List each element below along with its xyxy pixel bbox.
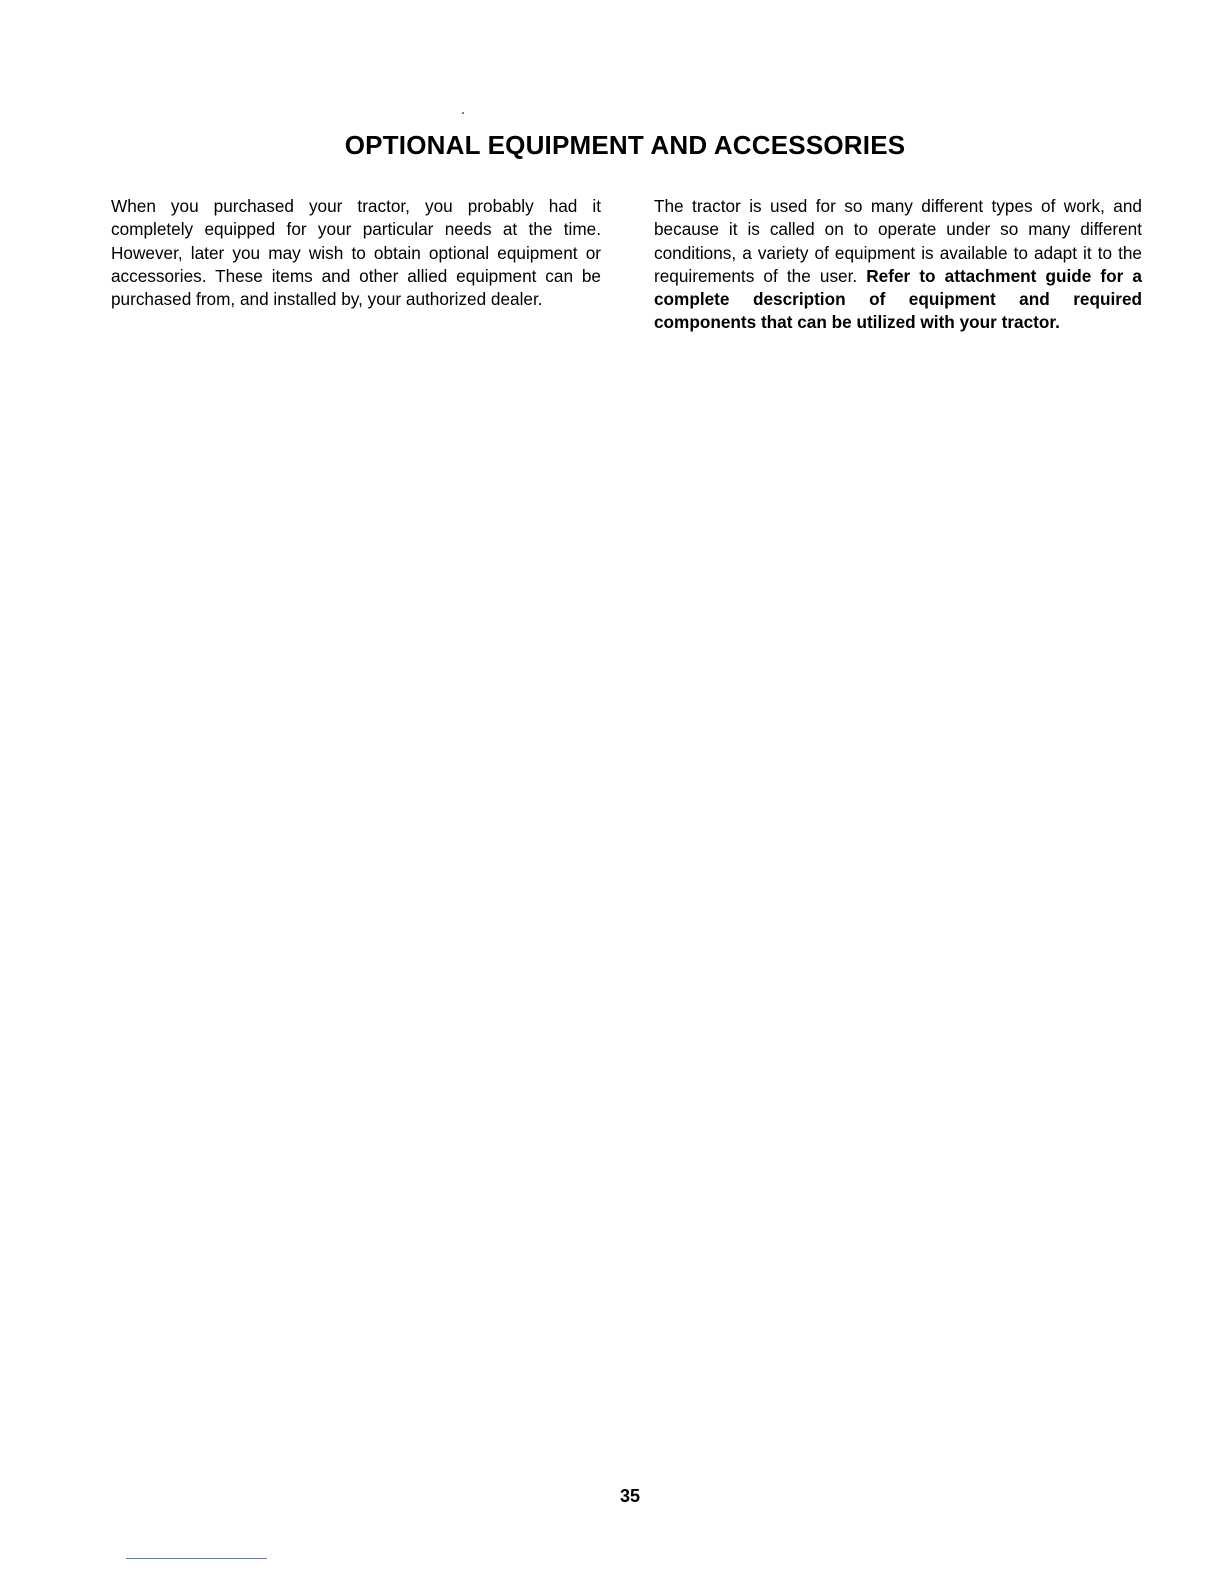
footer-rule: [126, 1558, 267, 1559]
page-title: OPTIONAL EQUIPMENT AND ACCESSORIES: [344, 130, 906, 160]
equipment-paragraph: [654, 195, 1142, 335]
attachment-guide-note: Refer to attachment guide for a complete description of equipment and required components that can be utilized with your tractor.: [654, 265, 1142, 333]
equipment-paragraph-text: The tractor is used for so many different types of work, and because it is called on to operate under so many different conditions, a variety of equipment is available to adapt it to the requirements of the user.: [654, 196, 1142, 286]
page-number: 35: [619, 1486, 641, 1506]
intro-paragraph: When you purchased your tractor, you probably had it completely equipped for your particular needs at the time. However, later you may wish to obtain optional equipment or accessories. These items and other allied equipment can be purchased from, and installed by, your authorized dealer.: [111, 196, 601, 310]
scan-speck: [462, 112, 464, 114]
